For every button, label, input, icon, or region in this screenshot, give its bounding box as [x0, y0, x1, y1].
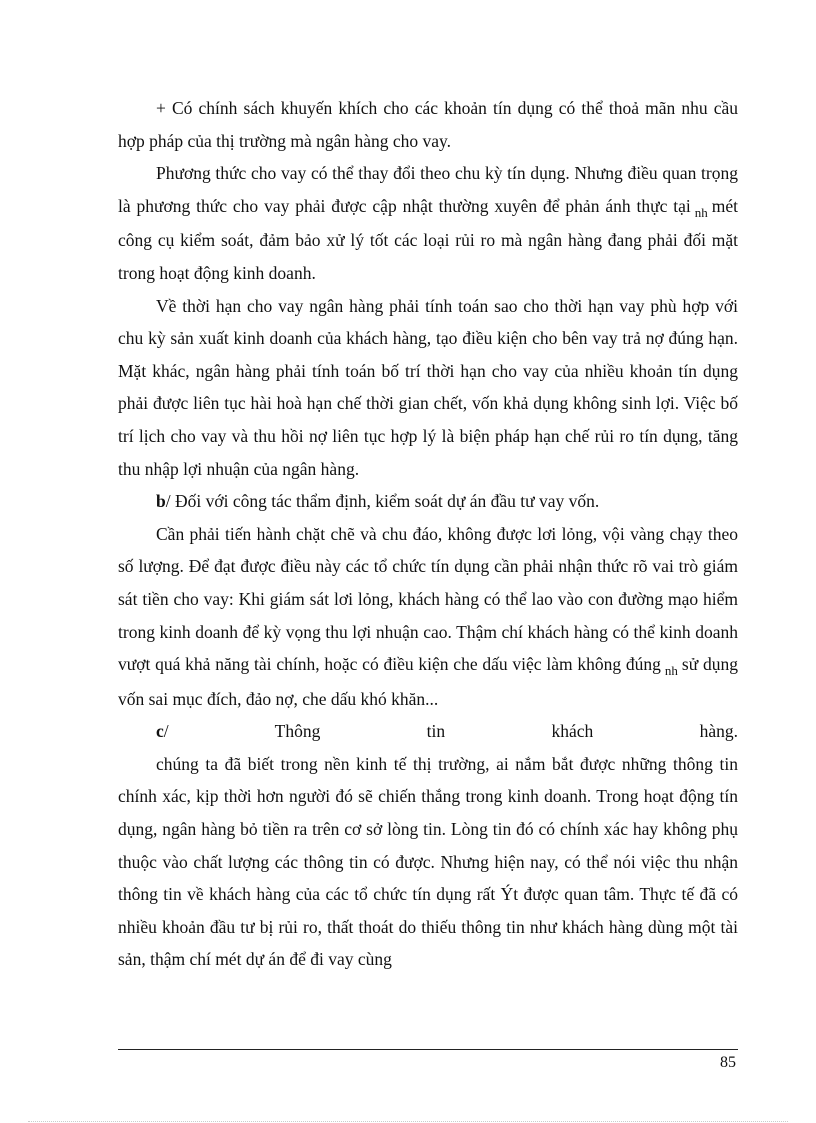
- paragraph-appraisal-text-b: sử dụng vốn sai mục đích, đảo nợ, che dấu khó khăn...: [118, 654, 739, 709]
- section-label-b: b: [156, 491, 166, 512]
- subscript-fragment: nh: [664, 663, 678, 679]
- paragraph-customer-info-text: chúng ta đã biết trong nền kinh tế thị trường, ai nắm bắt được những thông tin chính xác, kịp thời hơn người đó sẽ chiến thắng trong kinh doanh. Trong hoạt động tín dụng, ngân hàng bỏ tiền ra trên cơ sở lòng tin. Lòng tin đó có chính xác hay không phụ thuộc vào chất lượng các thông tin có được. Nhưng hiện nay, có thể nói việc thu nhận thông tin về khách hàng của các tổ chức tín dụng rất Ýt được quan tâm. Thực tế đã có nhiều khoản đầu tư bị rủi ro, thất thoát do thiếu thông tin như khách hàng dùng một tài sản, thậm chí mét dự án để đi vay cùng: [118, 753, 738, 970]
- section-heading-b: [118, 485, 738, 518]
- page-number: 85: [720, 1054, 736, 1071]
- page-bottom-border: [28, 1121, 788, 1122]
- paragraph-appraisal: [118, 518, 738, 716]
- footer-divider: [118, 1049, 738, 1050]
- paragraph-lending-method-text-b: mét công cụ kiểm soát, đảm bảo xử lý tốt các loại rủi ro mà ngân hàng đang phải đối mặt trong hoạt động kinh doanh.: [118, 195, 738, 283]
- paragraph-lending-method-text-a: Phương thức cho vay có thể thay đổi theo chu kỳ tín dụng. Nhưng điều quan trọng là phương thức cho vay phải được cập nhật thường xuyên để phản ánh thực tại: [118, 163, 738, 216]
- paragraph-customer-info: [118, 748, 738, 976]
- paragraph-loan-term-text: Về thời hạn cho vay ngân hàng phải tính toán sao cho thời hạn vay phù hợp với chu kỳ sản xuất kinh doanh của khách hàng, tạo điều kiện cho bên vay trả nợ đúng hạn. Mặt khác, ngân hàng phải tính toán bố trí thời hạn cho vay của nhiều khoản tín dụng phải được liên tục hài hoà hạn chế thời gian chết, vốn khả dụng không sinh lợi. Việc bố trí lịch cho vay và thu hồi nợ liên tục hợp lý là biện pháp hạn chế rủi ro tín dụng, tăng thu nhập lợi nhuận của ngân hàng.: [118, 295, 738, 479]
- section-label-c: c: [156, 721, 164, 742]
- document-body: [118, 92, 738, 976]
- paragraph-appraisal-text-a: Cần phải tiến hành chặt chẽ và chu đáo, không được lơi lỏng, vội vàng chạy theo số lượng. Để đạt được điều này các tổ chức tín dụng cần phải nhận thức rõ vai trò giám sát tiền cho vay: Khi giám sát lơi lỏng, khách hàng có thể lao vào con đường mạo hiểm trong kinh doanh để kỳ vọng thu lợi nhuận cao. Thậm chí khách hàng có thể kinh doanh vượt quá khả năng tài chính, hoặc có điều kiện che dấu việc làm không đúng: [118, 523, 738, 675]
- paragraph-policy-text: + Có chính sách khuyến khích cho các khoản tín dụng có thể thoả mãn nhu cầu hợp pháp của thị trường mà ngân hàng cho vay.: [118, 98, 738, 151]
- section-heading-b-text: / Đối với công tác thẩm định, kiểm soát dự án đầu tư vay vốn.: [165, 491, 600, 512]
- paragraph-policy: [118, 92, 738, 157]
- section-heading-c-text: / Thông tin khách hàng.: [163, 721, 738, 742]
- paragraph-loan-term: [118, 290, 738, 486]
- subscript-fragment: nh: [694, 204, 708, 220]
- section-heading-c: [118, 715, 738, 748]
- paragraph-lending-method: [118, 157, 738, 289]
